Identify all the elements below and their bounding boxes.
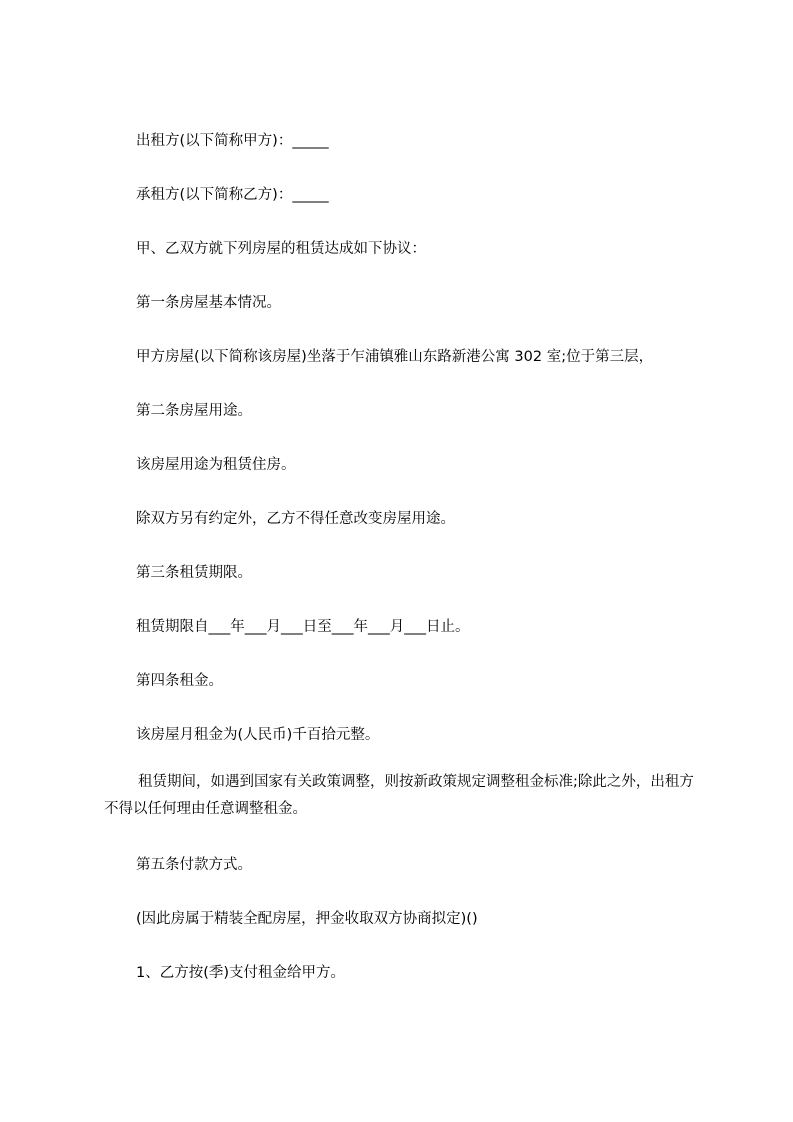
- lessor-line: 出租方(以下简称甲方)：_____: [136, 133, 329, 149]
- monthly-rent: 该房屋月租金为(人民币)千百拾元整。: [136, 727, 380, 743]
- rent-adjustment: 租赁期间，如遇到国家有关政策调整，则按新政策规定调整租金标准;除此之外，出租方不得以任何理由任意调整租金。: [104, 774, 694, 817]
- article-2-heading: 第二条房屋用途。: [136, 403, 252, 419]
- agreement-intro: 甲、乙双方就下列房屋的租赁达成如下协议：: [136, 241, 426, 257]
- deposit-note: (因此房属于精装全配房屋，押金收取双方协商拟定)(): [136, 911, 478, 927]
- usage-statement: 该房屋用途为租赁住房。: [136, 457, 296, 473]
- property-location: 甲方房屋(以下简称该房屋)坐落于乍浦镇雅山东路新港公寓 302 室;位于第三层，: [136, 349, 654, 365]
- article-4-heading: 第四条租金。: [136, 673, 223, 689]
- payment-schedule: 1、乙方按(季)支付租金给甲方。: [136, 965, 346, 981]
- article-1-heading: 第一条房屋基本情况。: [136, 295, 281, 311]
- article-3-heading: 第三条租赁期限。: [136, 565, 252, 581]
- usage-restriction: 除双方另有约定外，乙方不得任意改变房屋用途。: [136, 511, 455, 527]
- lease-term: 租赁期限自___年___月___日至___年___月___日止。: [136, 619, 470, 635]
- article-5-heading: 第五条付款方式。: [136, 857, 252, 873]
- lessee-line: 承租方(以下简称乙方)：_____: [136, 187, 329, 203]
